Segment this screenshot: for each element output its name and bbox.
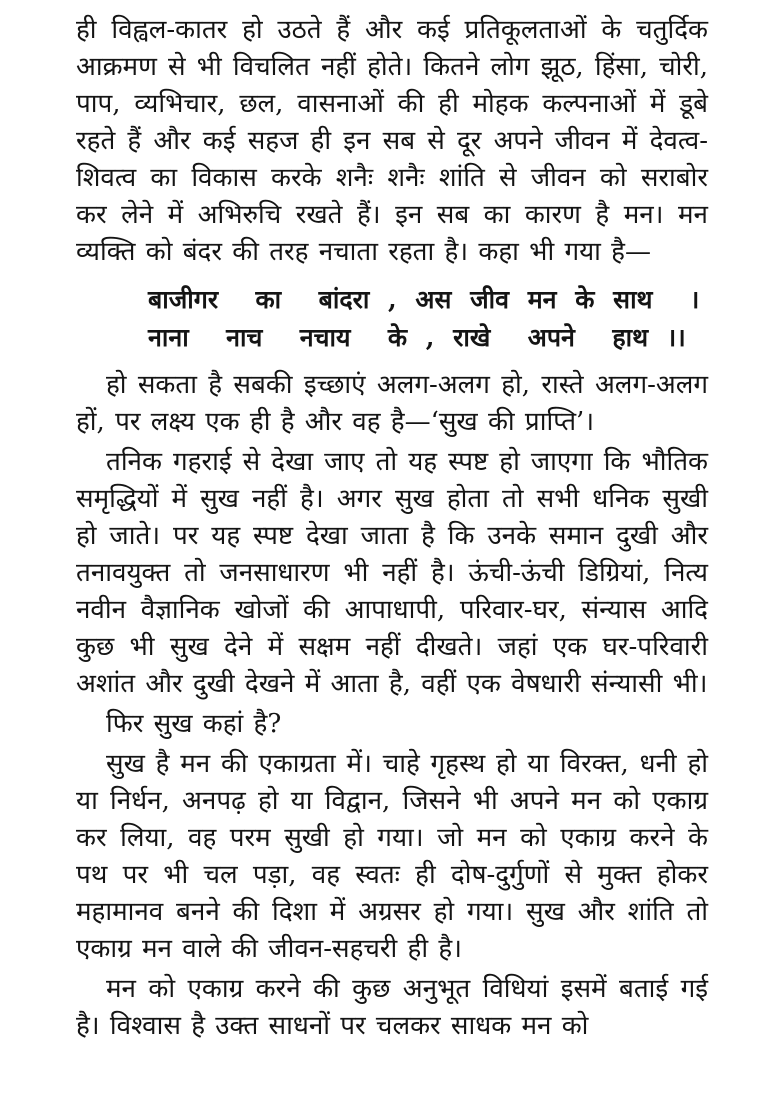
body-paragraph: मन को एकाग्र करने की कुछ अनुभूत विधियां इसमें बताई गई है। विश्वास है उक्त साधनों पर चलकर साधक मन को (76, 974, 708, 1041)
verse-line-2: नाना नाच नचाय के , राखे अपने हाथ ।। (148, 323, 686, 352)
body-paragraph: सुख है मन की एकाग्रता में। चाहे गृहस्थ हो या विरक्त, धनी हो या निर्धन, अनपढ़ हो या विद्वान, जिसने भी अपने मन को एकाग्र कर लिया, वह परम सुखी हो गया। जो मन को एकाग्र करने के पथ पर भी चल पड़ा, वह स्वतः ही दोष-दुर्गुणों से मुक्त होकर महामानव बनने की दिशा में अग्रसर हो गया। सुख और शांति तो एकाग्र मन वाले की जीवन-सहचरी ही है। (76, 749, 708, 964)
verse-couplet (148, 281, 708, 357)
body-paragraph: तनिक गहराई से देखा जाए तो यह स्पष्ट हो जाएगा कि भौतिक समृद्धियों में सुख नहीं है। अगर सुख होता तो सभी धनिक सुखी हो जाते। पर यह स्पष्ट देखा जाता है कि उनके समान दुखी और तनावयुक्त तो जनसाधारण भी नहीं है। ऊंची-ऊंची डिग्रियां, नित्य नवीन वैज्ञानिक खोजों की आपाधापी, परिवार-घर, संन्यास आदि कुछ भी सुख देने में सक्षम नहीं दीखते। जहां एक घर-परिवारी अशांत और दुखी देखने में आता है, वहीं एक वेषधारी संन्यासी भी। (76, 447, 708, 699)
body-paragraph: ही विह्वल-कातर हो उठते हैं और कई प्रतिकूलताओं के चतुर्दिक आक्रमण से भी विचलित नहीं होते। कितने लोग झूठ, हिंसा, चोरी, पाप, व्यभिचार, छल, वासनाओं की ही मोहक कल्पनाओं में डूबे रहते हैं और कई सहज ही इन सब से दूर अपने जीवन में देवत्व-शिवत्व का विकास करके शनैः शनैः शांति से जीवन को सराबोर कर लेने में अभिरुचि रखते हैं। इन सब का कारण है मन। मन व्यक्ति को बंदर की तरह नचाता रहता है। कहा भी गया है— (76, 15, 708, 267)
body-paragraph: हो सकता है सबकी इच्छाएं अलग-अलग हो, रास्ते अलग-अलग हों, पर लक्ष्य एक ही है और वह है—‘सुख की प्राप्ति’। (76, 370, 708, 437)
verse-line-1: बाजीगर का बांदरा , अस जीव मन के साथ । (148, 285, 700, 314)
body-paragraph: फिर सुख कहां है? (106, 709, 282, 739)
